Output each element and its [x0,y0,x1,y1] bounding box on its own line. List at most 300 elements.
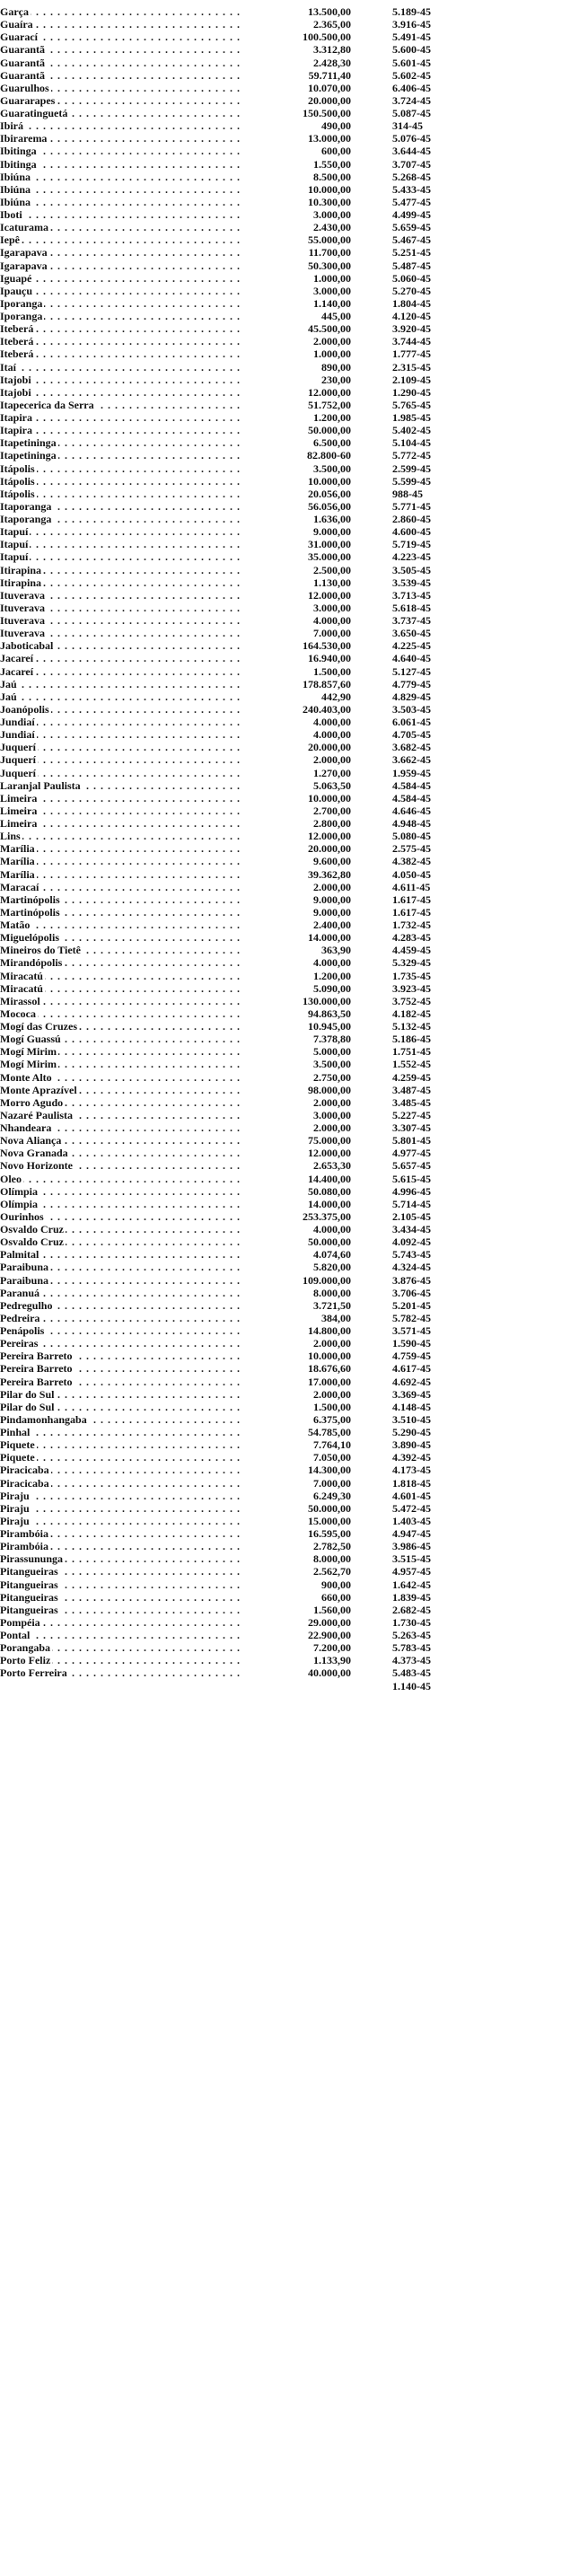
amount-value: 1.500,00 [313,1400,351,1413]
municipality-name-text: Novo Horizonte [0,1159,73,1173]
municipality-name [0,538,244,550]
amount-value: 2.750,00 [313,1070,351,1084]
municipality-name-text: Pereira Barreto [0,1350,73,1363]
amount-value: 59.711,40 [308,68,351,82]
record-row [0,1616,588,1629]
record-row [0,614,588,627]
record-row [0,1071,588,1084]
record-row [0,919,588,931]
municipality-name [0,1134,244,1147]
record-row [0,995,588,1007]
municipality-name [0,436,244,449]
record-row [0,246,588,259]
municipality-name-text: Limeira [0,791,38,804]
reference-code: 4.324-45 [392,1261,431,1274]
amount-value: 178.857,60 [303,677,351,690]
amount-value: 2.562,70 [313,1565,351,1578]
reference-code: 5.189-45 [392,5,431,18]
municipality-name [0,69,244,82]
reference-code: 2.315-45 [392,360,431,374]
record-row [0,893,588,906]
record-row [0,792,588,804]
municipality-name-text: Osvaldo Cruz [0,1223,65,1235]
municipality-name-text: Marília [0,855,35,868]
amount-value: 12.000,00 [308,830,351,843]
municipality-name-text: Piraju [0,1489,30,1502]
municipality-name [0,1527,244,1540]
record-row [0,1033,588,1045]
amount-value: 10.000,00 [308,1350,351,1363]
record-row [0,639,588,652]
municipality-name-text: Pitangueiras [0,1578,58,1591]
municipality-name [0,1084,244,1096]
amount-value: 4.074,60 [313,1248,351,1262]
reference-code: 4.692-45 [392,1375,431,1388]
record-row [0,868,588,881]
record-row [0,1464,588,1476]
municipality-name-text: Guararapes [0,93,56,107]
record-row [0,1565,588,1578]
municipality-name-text: Paraibuna [0,1273,49,1287]
reference-code: 1.732-45 [392,919,431,931]
amount-value: 2.000,00 [313,1337,351,1350]
municipality-name-text: Olímpia [0,1197,39,1210]
reference-code: 5.599-45 [392,474,431,488]
municipality-name-text: Martinópolis [0,905,60,919]
record-row [0,1096,588,1109]
municipality-name-text: Itapira [0,411,32,424]
reference-code: 5.263-45 [392,1629,431,1641]
municipality-name [0,475,244,488]
reference-code: 1.403-45 [392,1514,431,1527]
reference-code: 5.782-45 [392,1311,431,1324]
record-row [0,1287,588,1299]
amount-value: 1.560,00 [313,1603,351,1616]
municipality-name-text: Ibitinga [0,157,37,171]
reference-code: 5.270-45 [392,284,431,297]
amount-value: 6.500,00 [313,436,351,450]
reference-code: 4.148-45 [392,1400,431,1413]
record-row [0,119,588,132]
amount-value: 40.000,00 [308,1666,351,1680]
reference-code: 4.392-45 [392,1451,431,1464]
reference-code: 4.601-45 [392,1489,431,1502]
municipality-name [0,1173,244,1185]
municipality-name [0,1426,244,1438]
amount-value: 7.050,00 [313,1451,351,1464]
record-row [0,525,588,538]
municipality-name-text: Mogí Mirim [0,1058,57,1071]
record-row [0,18,588,31]
reference-code: 1.552-45 [392,1058,431,1071]
reference-code: 5.714-45 [392,1197,431,1210]
municipality-name-text: Ibirarema [0,132,48,145]
municipality-name-text: Itaporanga [0,513,52,525]
municipality-name [0,183,244,196]
record-row [0,1552,588,1565]
municipality-name-text: Marília [0,842,35,856]
municipality-name [0,246,244,259]
municipality-name [0,906,244,919]
amount-value: 8.000,00 [313,1552,351,1566]
record-row [0,1578,588,1591]
municipality-name-text: Pitangueiras [0,1603,58,1616]
amount-value: 15.000,00 [308,1514,351,1527]
record-row [0,817,588,830]
municipality-name-text: Osvaldo Cruz [0,1235,65,1249]
amount-value: 20.000,00 [308,741,351,754]
amount-value: 4.000,00 [313,614,351,627]
reference-code: 5.186-45 [392,1033,431,1046]
municipality-name-text: Monte Aprazível [0,1083,77,1096]
municipality-name-text: Mirandópolis [0,956,63,970]
record-row [0,272,588,285]
record-row [0,1401,588,1413]
municipality-name [0,1312,244,1324]
record-row [0,259,588,272]
municipality-name-text: Pirambóia [0,1527,48,1540]
reference-code: 1.959-45 [392,766,431,779]
municipality-name-text: Miguelópolis [0,931,60,945]
municipality-name-text: Lins [0,830,21,843]
amount-value: 9.000,00 [313,525,351,539]
amount-value: 39.362,80 [308,867,351,881]
amount-value: 3.000,00 [313,601,351,614]
municipality-name [0,652,244,664]
municipality-name-text: Itapetininga [0,449,57,462]
municipality-name-text: Pindamonhangaba [0,1412,87,1426]
record-row [0,538,588,550]
reference-code: 3.434-45 [392,1223,431,1235]
reference-code: 6.406-45 [392,81,431,94]
record-row [0,347,588,360]
reference-code: 4.092-45 [392,1235,431,1249]
reference-code: 5.601-45 [392,56,431,69]
municipality-name [0,1274,244,1287]
municipality-name [0,1159,244,1172]
reference-code: 4.499-45 [392,208,431,221]
municipality-name-text: Juquerí [0,753,37,767]
municipality-name [0,741,244,753]
municipality-name [0,361,244,374]
municipality-name [0,1248,244,1261]
reference-code: 5.783-45 [392,1641,431,1655]
record-row [0,285,588,297]
amount-value: 4.000,00 [313,728,351,742]
reference-code: 5.467-45 [392,233,431,247]
municipality-name [0,1438,244,1451]
reference-code: 3.986-45 [392,1540,431,1553]
record-row [0,233,588,246]
reference-code: 5.765-45 [392,398,431,411]
municipality-name-text: Pirambóia [0,1540,48,1553]
amount-value: 10.000,00 [308,791,351,804]
municipality-name [0,107,244,119]
reference-code: 5.251-45 [392,246,431,259]
record-row [0,1248,588,1261]
reference-code: 5.483-45 [392,1666,431,1680]
amount-value: 5.820,00 [313,1261,351,1274]
municipality-name [0,881,244,893]
amount-value: 109.000,00 [303,1273,351,1287]
municipality-name-text: Iteberá [0,322,34,336]
municipality-name [0,513,244,525]
municipality-name-text: Laranjal Paulista [0,778,81,792]
amount-value: 14.400,00 [308,1172,351,1185]
municipality-name [0,1641,244,1654]
municipality-name-text: Pitangueiras [0,1590,58,1604]
amount-value: 35.000,00 [308,550,351,564]
reference-code: 3.923-45 [392,981,431,995]
record-row [0,1629,588,1641]
municipality-name-text: Porto Ferreira [0,1666,67,1680]
amount-value: 54.785,00 [308,1426,351,1438]
reference-code: 5.472-45 [392,1501,431,1515]
record-row [0,500,588,513]
amount-value: 890,00 [321,360,351,374]
amount-value: 442,90 [321,690,351,703]
municipality-name [0,1515,244,1527]
amount-value: 490,00 [321,119,351,133]
municipality-name-text: Matão [0,919,31,931]
amount-value: 18.676,60 [308,1362,351,1376]
record-row [0,1159,588,1172]
amount-value: 20.000,00 [308,842,351,856]
municipality-name [0,779,244,792]
reference-code: 5.657-45 [392,1159,431,1173]
municipality-name [0,119,244,132]
amount-value: 13.500,00 [308,5,351,18]
municipality-name-text: Jundiaí [0,716,35,728]
reference-code: 5.659-45 [392,221,431,234]
amount-value: 240.403,00 [303,702,351,716]
record-row [0,1666,588,1679]
amount-value: 3.000,00 [313,284,351,297]
reference-code: 3.485-45 [392,1095,431,1109]
record-row [0,1540,588,1552]
record-row [0,1185,588,1198]
municipality-name-text: Piraju [0,1514,30,1527]
amount-value: 2.428,30 [313,56,351,69]
reference-code: 1.642-45 [392,1578,431,1591]
municipality-name-text: Guarantã [0,43,46,57]
reference-code: 4.611-45 [392,880,431,893]
amount-value: 2.000,00 [313,880,351,893]
municipality-name-text: Itirapina [0,563,42,576]
record-row [0,1084,588,1096]
municipality-name-text: Pompéia [0,1615,40,1629]
record-row [0,1299,588,1312]
municipality-name-text: Itápolis [0,487,35,500]
municipality-name [0,132,244,145]
amount-value: 7.764,10 [313,1438,351,1452]
reference-code: 5.491-45 [392,31,431,44]
amount-value: 50.000,00 [308,424,351,437]
amount-value: 4.000,00 [313,1223,351,1235]
municipality-name [0,1045,244,1058]
municipality-name-text: Ipauçu [0,284,33,297]
record-row [0,69,588,82]
municipality-name [0,1502,244,1515]
amount-value: 2.700,00 [313,804,351,817]
reference-code: 5.600-45 [392,43,431,57]
record-row [0,1376,588,1388]
municipality-name [0,1464,244,1476]
municipality-name [0,1109,244,1121]
municipality-name [0,424,244,436]
municipality-name-text: Morro Agudo [0,1095,64,1109]
amount-value: 253.375,00 [303,1209,351,1223]
municipality-name [0,678,244,690]
municipality-name-text: Ibirá [0,119,24,133]
record-row [0,1502,588,1515]
municipality-name [0,1058,244,1070]
record-row [0,1641,588,1654]
reference-code: 2.109-45 [392,373,431,386]
amount-value: 13.000,00 [308,132,351,145]
record-row [0,297,588,310]
record-row [0,82,588,94]
amount-value: 7.000,00 [313,1476,351,1490]
record-row [0,1604,588,1616]
amount-value: 55.000,00 [308,233,351,247]
amount-value: 164.530,00 [303,639,351,653]
municipality-name [0,1261,244,1273]
amount-value: 14.800,00 [308,1324,351,1337]
record-row [0,322,588,335]
municipality-name [0,1235,244,1248]
record-row [0,1426,588,1438]
reference-code: 4.646-45 [392,804,431,817]
reference-code: 5.127-45 [392,664,431,678]
amount-value: 3.000,00 [313,1108,351,1121]
municipality-name [0,43,244,56]
municipality-name-text: Juquerí [0,766,37,779]
municipality-name [0,1071,244,1084]
municipality-name-text: Itapuí [0,525,29,539]
amount-value: 230,00 [321,373,351,386]
record-row [0,550,588,563]
municipality-name [0,322,244,335]
reference-code: 4.947-45 [392,1527,431,1540]
reference-code: 5.615-45 [392,1172,431,1185]
amount-value: 1.000,00 [313,347,351,361]
municipality-name [0,944,244,956]
municipality-name-text: Porto Feliz [0,1654,51,1667]
record-row [0,43,588,56]
municipality-name-text: Pereira Barreto [0,1362,73,1376]
amount-value: 2.400,00 [313,919,351,931]
municipality-name [0,1401,244,1413]
municipality-name-text: Maracaí [0,880,39,893]
record-row [0,1654,588,1666]
amount-value: 22.900,00 [308,1629,351,1641]
amount-value: 9.600,00 [313,855,351,868]
municipality-name-text: Itapira [0,424,32,437]
municipality-name [0,1287,244,1299]
record-row [0,132,588,145]
municipality-name-text: Garça [0,5,29,18]
municipality-name-text: Itaporanga [0,499,52,513]
municipality-name-text: Pinhal [0,1426,31,1438]
reference-code: 1.818-45 [392,1476,431,1490]
amount-value: 3.000,00 [313,208,351,221]
municipality-name-text: Palmital [0,1248,39,1262]
municipality-name-text: Pirassununga [0,1552,64,1566]
amount-value: 3.312,80 [313,43,351,57]
municipality-name [0,804,244,817]
record-row [0,31,588,43]
amount-value: 7.378,80 [313,1033,351,1046]
record-row [0,944,588,956]
municipality-name [0,5,244,18]
municipality-name [0,297,244,310]
municipality-name [0,1413,244,1426]
reference-code: 4.050-45 [392,867,431,881]
record-row [0,436,588,449]
municipality-name [0,1210,244,1223]
record-row [0,57,588,69]
amount-value: 900,00 [321,1578,351,1591]
reference-code: 4.223-45 [392,550,431,564]
municipality-name [0,1388,244,1401]
reference-code: 1.985-45 [392,411,431,424]
record-row [0,94,588,107]
reference-code: 4.120-45 [392,310,431,322]
amount-value: 20.056,00 [308,487,351,500]
record-row [0,956,588,969]
record-row [0,1058,588,1070]
record-row [0,1515,588,1527]
reference-code: 4.283-45 [392,931,431,945]
reference-code: 4.705-45 [392,728,431,742]
amount-value: 2.653,30 [313,1159,351,1173]
municipality-name [0,589,244,602]
municipality-name [0,1565,244,1578]
reference-code: 1.617-45 [392,892,431,906]
reference-code: 4.977-45 [392,1147,431,1160]
amount-value: 384,00 [321,1311,351,1324]
record-row [0,1324,588,1337]
amount-value: 10.945,00 [308,1020,351,1033]
reference-code: 2.575-45 [392,842,431,856]
record-row [0,741,588,753]
record-row [0,1147,588,1159]
reference-code: 1.140-45 [392,1679,431,1692]
municipality-name [0,931,244,944]
reference-code: 5.087-45 [392,107,431,119]
reference-code: 1.804-45 [392,296,431,310]
record-row [0,855,588,867]
record-row [0,1388,588,1401]
record-row [0,158,588,171]
record-row [0,576,588,589]
record-row [0,488,588,500]
amount-value: 16.595,00 [308,1527,351,1540]
reference-code: 4.225-45 [392,639,431,653]
record-row [0,652,588,664]
reference-code: 3.503-45 [392,702,431,716]
municipality-name [0,956,244,969]
record-row [0,1020,588,1033]
amount-value: 363,90 [321,944,351,957]
record-row [0,716,588,728]
amount-value: 10.000,00 [308,182,351,196]
reference-code: 3.706-45 [392,1286,431,1299]
record-row [0,335,588,347]
amount-value: 4.000,00 [313,716,351,728]
municipality-name [0,1121,244,1134]
